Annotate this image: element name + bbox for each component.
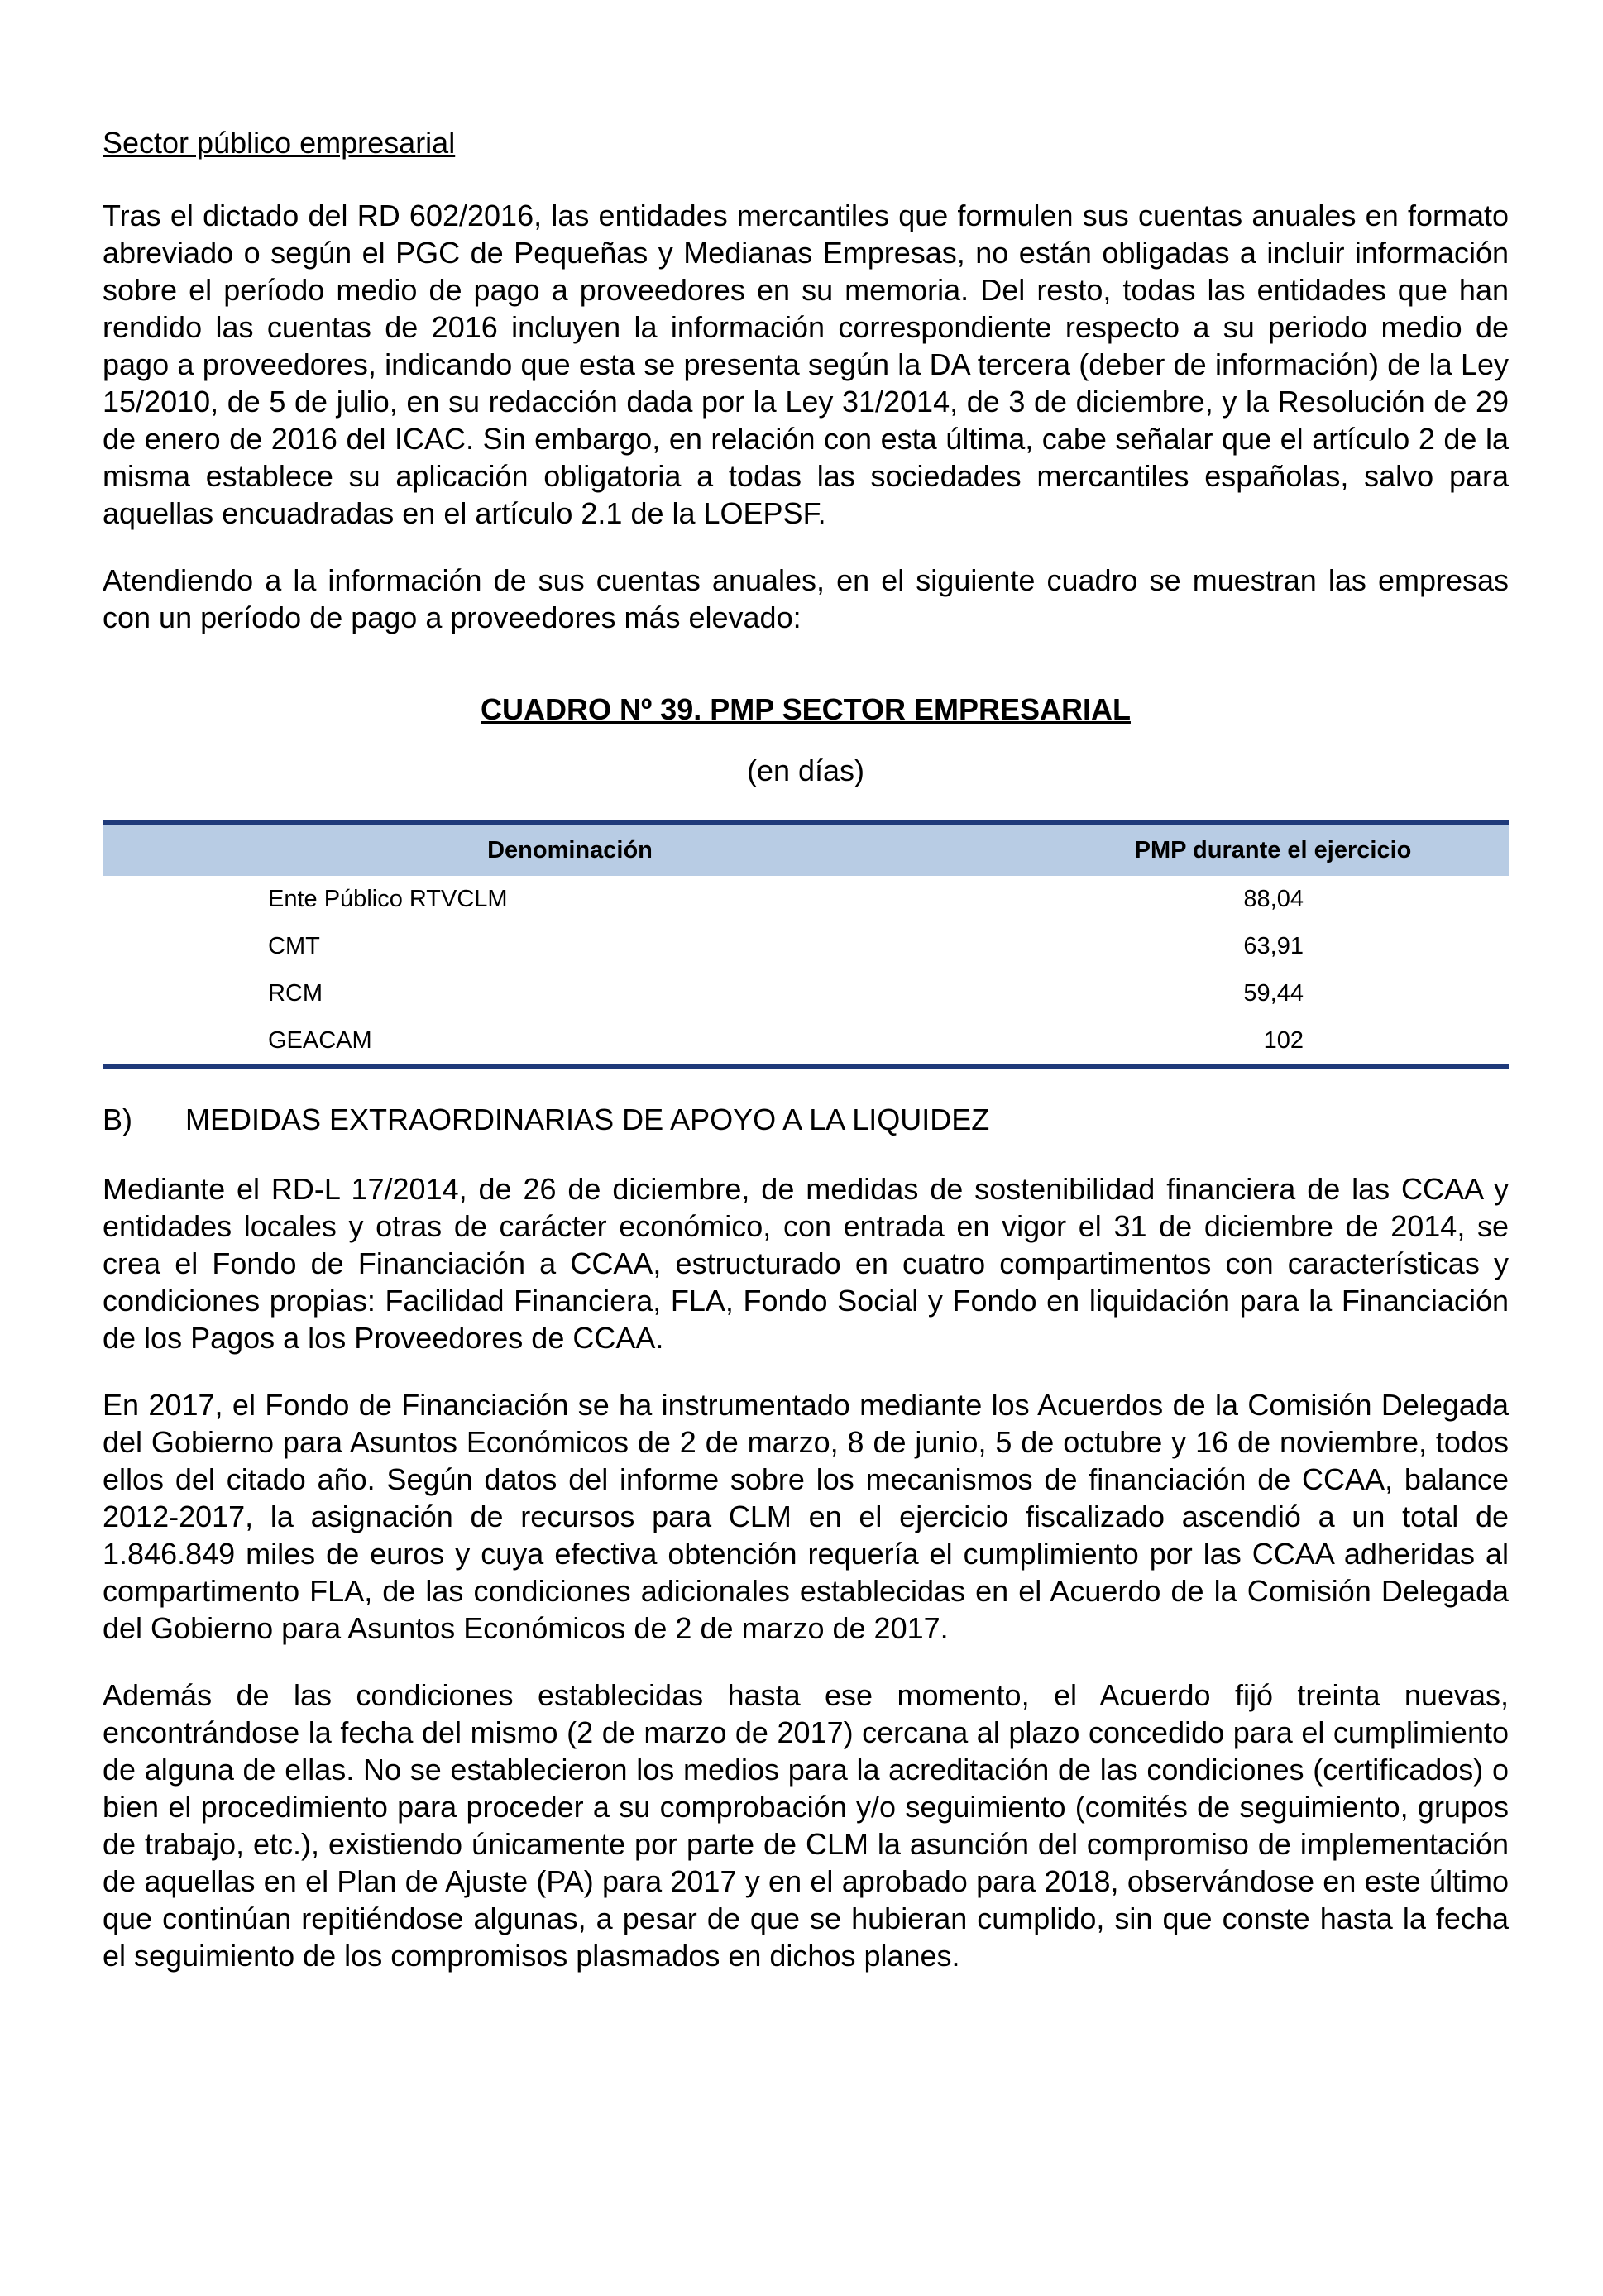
row-name: GEACAM [103,1017,1037,1067]
row-value: 59,44 [1243,980,1304,1007]
section-heading-letter: B) [103,1103,132,1136]
section-heading-b [103,1101,1509,1139]
column-header-pmp: PMP durante el ejercicio [1037,822,1509,876]
paragraph-b-1: Mediante el RD-L 17/2014, de 26 de diciembre, de medidas de sostenibilidad financiera de las CCAA y entidades locales y otras de carácter económico, con entrada en vigor el 31 de diciembre de 2014, se crea el Fondo de Financiación a CCAA, estructurado en cuatro compartimentos con características y condiciones propias: Facilidad Financiera, FLA, Fondo Social y Fondo en liquidación para la Financiación de los Pagos a los Proveedores de CCAA. [103,1172,1509,1355]
row-name: CMT [268,933,320,959]
row-name: RCM [268,980,323,1007]
row-value: 88,04 [1243,886,1304,912]
table-header-row [103,822,1509,876]
row-value: 63,91 [1243,933,1304,959]
paragraph-b-3: Además de las condiciones establecidas hasta ese momento, el Acuerdo fijó treinta nuevas, encontrándose la fecha del mismo (2 de marzo de 2017) cercana al plazo concedido para el cumplimiento de alguna de ellas. No se establecieron los medios para la acreditación de las condiciones (certificados) o bien el procedimiento para proceder a su comprobación y/o seguimiento (comités de seguimiento, grupos de trabajo, etc.), existiendo únicamente por parte de CLM la asunción del compromiso de implementación de aquellas en el Plan de Ajuste (PA) para 2017 y en el aprobado para 2018, observándose en este último que continúan repitiéndose algunas, a pesar de que se hubieran cumplido, sin que conste hasta la fecha el seguimiento de los compromisos plasmados en dichos planes. [103,1678,1509,1973]
table-units: (en días) [746,753,865,787]
row-name: Ente Público RTVCLM [268,886,508,912]
table-row [103,876,1509,923]
section-heading-text: MEDIDAS EXTRAORDINARIAS DE APOYO A LA LIQUIDEZ [185,1103,990,1136]
document-page [103,124,1509,2004]
column-header-denominacion: Denominación [103,822,1037,876]
table-row [103,1017,1509,1067]
paragraph-b-2: En 2017, el Fondo de Financiación se ha instrumentado mediante los Acuerdos de la Comisión Delegada del Gobierno para Asuntos Económicos de 2 de marzo, 8 de junio, 5 de octubre y 16 de noviembre, todos ellos del citado año. Según datos del informe sobre los mecanismos de financiación de CCAA, balance 2012-2017, la asignación de recursos para CLM en el ejercicio fiscalizado ascendió a un total de 1.846.849 miles de euros y cuya efectiva obtención requería el cumplimiento por las CCAA adheridas al compartimento FLA, de las condiciones adicionales establecidas en el Acuerdo de la Comisión Delegada del Gobierno para Asuntos Económicos de 2 de marzo de 2017. [103,1388,1509,1645]
table-row [103,923,1509,970]
paragraph-intro-1: Tras el dictado del RD 602/2016, las entidades mercantiles que formulen sus cuentas anuales en formato abreviado o según el PGC de Pequeñas y Medianas Empresas, no están obligadas a incluir información sobre el período medio de pago a proveedores en su memoria. Del resto, todas las entidades que han rendido las cuentas de 2016 incluyen la información correspondiente respecto a su periodo medio de pago a proveedores, indicando que esta se presenta según la DA tercera (deber de información) de la Ley 15/2010, de 5 de julio, en su redacción dada por la Ley 31/2014, de 3 de diciembre, y la Resolución de 29 de enero de 2016 del ICAC. Sin embargo, en relación con esta última, cabe señalar que el artículo 2 de la misma establece su aplicación obligatoria a todas las sociedades mercantiles españolas, salvo para aquellas encuadradas en el artículo 2.1 de la LOEPSF. [103,199,1509,530]
section-title: Sector público empresarial [103,126,456,160]
table-title: CUADRO Nº 39. PMP SECTOR EMPRESARIAL [481,692,1131,726]
pmp-table [103,820,1509,1069]
table-row [103,970,1509,1017]
row-value: 102 [1037,1017,1509,1067]
paragraph-intro-2: Atendiendo a la información de sus cuentas anuales, en el siguiente cuadro se muestran las empresas con un período de pago a proveedores más elevado: [103,563,1509,634]
